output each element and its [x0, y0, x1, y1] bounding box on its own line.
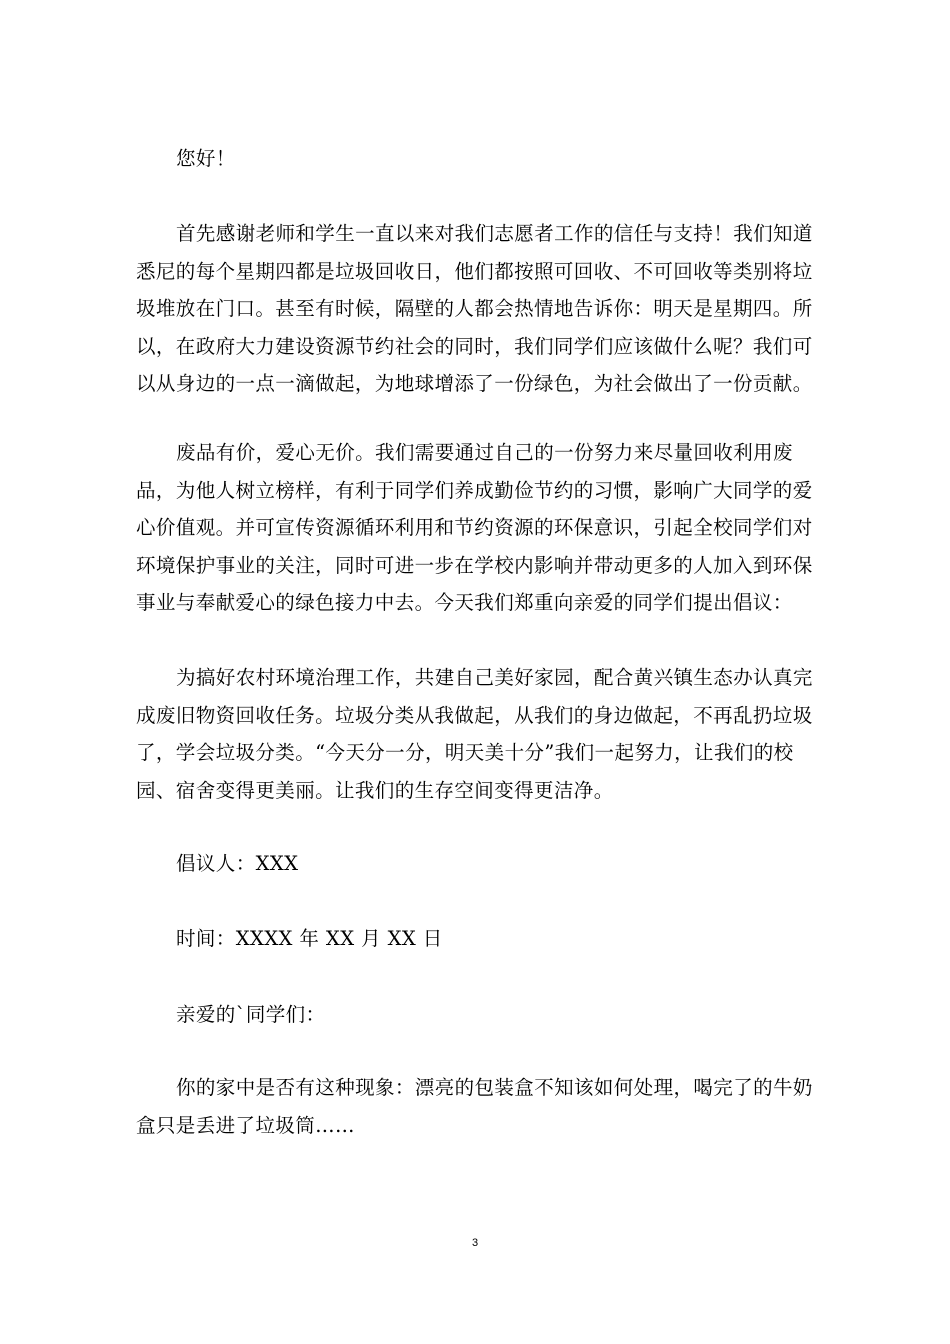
body-paragraph: 首先感谢老师和学生一直以来对我们志愿者工作的信任与支持！我们知道悉尼的每个星期四都是垃圾回收日，他们都按照可回收、不可回收等类别将垃圾堆放在门口。甚至有时候，隔壁的人都会热情地告诉你：明天是星期四。所以，在政府大力建设资源节约社会的同时，我们同学们应该做什么呢？我们可以从身边的一点一滴做起，为地球增添了一份绿色，为社会做出了一份贡献。: [136, 222, 813, 395]
salutation-line: 亲爱的`同学们：: [176, 1003, 326, 1026]
date-line: 时间：XXXX 年 XX 月 XX 日: [176, 927, 443, 950]
body-paragraph: 废品有价，爱心无价。我们需要通过自己的一份努力来尽量回收利用废品，为他人树立榜样，有利于同学们养成勤俭节约的习惯，影响广大同学的爱心价值观。并可宣传资源循环利用和节约资源的环保意识，引起全校同学们对环境保护事业的关注，同时可进一步在学校内影响并带动更多的人加入到环保事业与奉献爱心的绿色接力中去。今天我们郑重向亲爱的同学们提出倡议：: [136, 441, 813, 614]
greeting-paragraph: 您好！: [176, 147, 236, 170]
body-paragraph: 你的家中是否有这种现象：漂亮的包装盒不知该如何处理，喝完了的牛奶盒只是丢进了垃圾筒……: [136, 1076, 813, 1137]
page-number: 3: [471, 1237, 479, 1249]
body-paragraph: 为搞好农村环境治理工作，共建自己美好家园，配合黄兴镇生态办认真完成废旧物资回收任务。垃圾分类从我做起，从我们的身边做起，不再乱扔垃圾了，学会垃圾分类。“今天分一分，明天美十分”我们一起努力，让我们的校园、宿舍变得更美丽。让我们的生存空间变得更洁净。: [136, 666, 813, 802]
initiator-line: 倡议人：XXX: [176, 852, 299, 875]
